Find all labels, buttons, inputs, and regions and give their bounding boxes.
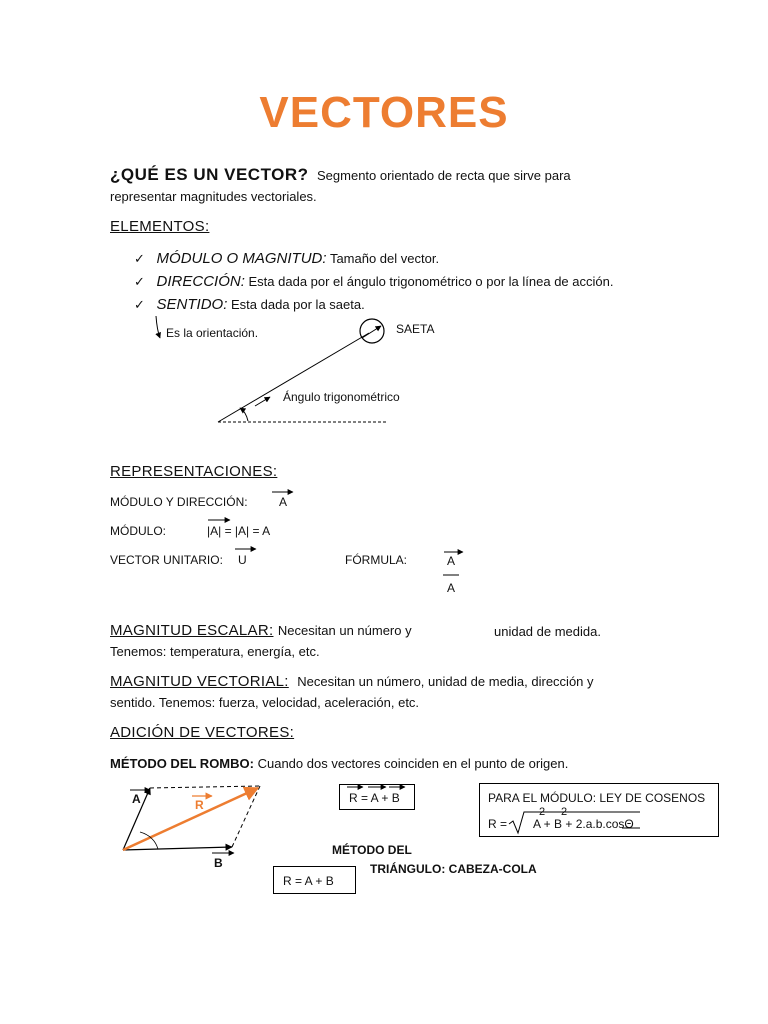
angle-label: Ángulo trigonométrico xyxy=(283,390,400,404)
orientation-note: Es la orientación. xyxy=(166,326,259,340)
modulo-formula: |A| = |A| = A xyxy=(207,524,271,538)
addition-heading: ADICIÓN DE VECTORES: xyxy=(110,724,295,741)
law-title: PARA EL MÓDULO: LEY DE COSENOS xyxy=(488,791,706,805)
law-expr: A + B + 2.a.b.cosΘ xyxy=(533,817,634,831)
vectorial-line2: sentido. Tenemos: fuerza, velocidad, aceleración, etc. xyxy=(110,695,420,710)
modulo-label: MÓDULO: xyxy=(110,524,167,538)
rombo-label-a: A xyxy=(132,792,141,806)
rombo-label-b: B xyxy=(214,856,223,870)
scalar-heading: MAGNITUD ESCALAR: xyxy=(110,622,274,639)
element-desc: Esta dada por la saeta. xyxy=(231,297,365,312)
element-term: MÓDULO O MAGNITUD: xyxy=(156,250,327,267)
unitario-symbol: U xyxy=(238,553,247,567)
angle-arc xyxy=(240,408,248,421)
unitario-label: VECTOR UNITARIO: xyxy=(110,553,223,567)
vectorial-heading: MAGNITUD VECTORIAL: xyxy=(110,673,289,690)
rombo-heading: MÉTODO DEL ROMBO: xyxy=(110,756,254,771)
check-icon: ✓ xyxy=(134,297,145,312)
sqrt-sign-icon xyxy=(509,812,640,833)
intro-line1: Segmento orientado de recta que sirve para xyxy=(317,168,571,183)
vector-b-line xyxy=(123,847,232,850)
rombo-text: Cuando dos vectores coinciden en el punto de origen. xyxy=(257,756,569,771)
law-r: R = xyxy=(488,817,508,831)
orientation-hook-arrow xyxy=(156,316,160,338)
modulo-direccion-symbol: A xyxy=(279,495,288,509)
check-icon: ✓ xyxy=(134,251,145,266)
law-exp1: 2 xyxy=(539,806,546,818)
rombo-label-r: R xyxy=(195,798,204,812)
sum-box-text: R = A + B xyxy=(349,791,400,805)
law-exp2: 2 xyxy=(561,806,568,818)
intro-line2: representar magnitudes vectoriales. xyxy=(110,189,317,204)
dashed-side-right xyxy=(232,786,260,847)
elements-heading: ELEMENTOS: xyxy=(110,218,210,235)
element-term: SENTIDO: xyxy=(156,296,228,313)
element-desc: Tamaño del vector. xyxy=(329,251,440,266)
formula-denominator: A xyxy=(447,581,456,595)
formula-numerator: A xyxy=(447,554,456,568)
saeta-arrow xyxy=(362,326,381,338)
modulo-direccion-label: MÓDULO Y DIRECCIÓN: xyxy=(110,495,248,509)
dashed-side-top xyxy=(150,786,260,788)
formula-label: FÓRMULA: xyxy=(345,553,408,567)
element-term: DIRECCIÓN: xyxy=(156,273,245,290)
resultant-r-line xyxy=(123,788,258,850)
scalar-line2: Tenemos: temperatura, energía, etc. xyxy=(110,644,320,659)
check-icon: ✓ xyxy=(134,274,145,289)
triangle-line2: TRIÁNGULO: CABEZA-COLA xyxy=(370,862,537,876)
triangle-box-text: R = A + B xyxy=(283,874,334,888)
representations-heading: REPRESENTACIONES: xyxy=(110,463,278,480)
vectorial-text: Necesitan un número, unidad de media, dirección y xyxy=(297,674,594,689)
saeta-label: SAETA xyxy=(396,322,435,336)
element-desc: Esta dada por el ángulo trigonométrico o por la línea de acción. xyxy=(248,274,614,289)
scalar-text-b: unidad de medida. xyxy=(494,624,601,639)
page-title: VECTORES xyxy=(259,88,509,137)
triangle-line1: MÉTODO DEL xyxy=(332,843,412,857)
saeta-circle xyxy=(360,319,384,343)
intro-question: ¿QUÉ ES UN VECTOR? xyxy=(110,165,309,184)
scalar-text-a: Necesitan un número y xyxy=(277,623,412,638)
